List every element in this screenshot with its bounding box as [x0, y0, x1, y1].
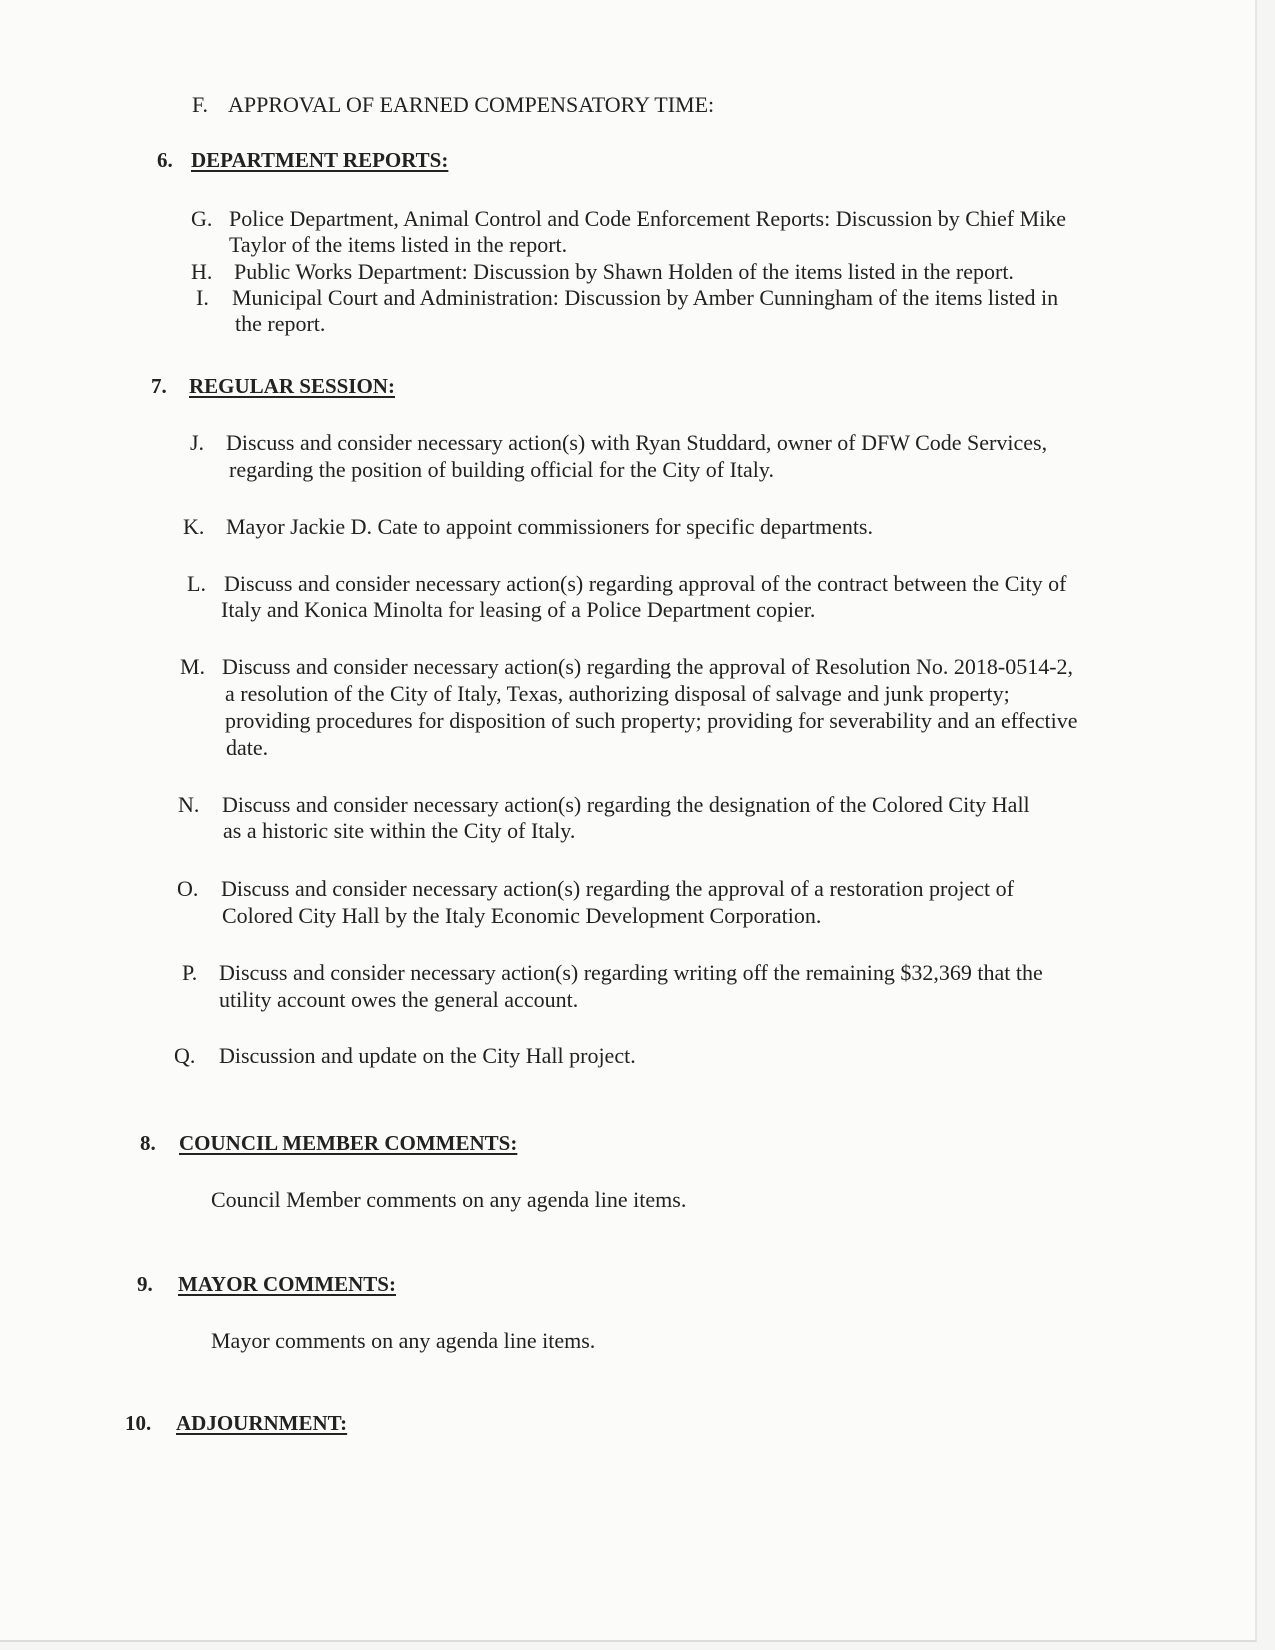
item-l-letter: L. — [187, 571, 206, 596]
item-l-line-1: Discuss and consider necessary action(s) regarding approval of the contract between the City of — [224, 571, 1067, 596]
mayor-comments-body: Mayor comments on any agenda line items. — [211, 1328, 596, 1353]
section-6-title: DEPARTMENT REPORTS: — [191, 148, 449, 172]
item-h-line-1: Public Works Department: Discussion by Shawn Holden of the items listed in the report. — [234, 259, 1014, 284]
item-k-line-1: Mayor Jackie D. Cate to appoint commissioners for specific departments. — [226, 514, 873, 539]
item-i-letter: I. — [196, 285, 209, 310]
item-n-line-2: as a historic site within the City of Italy. — [223, 818, 576, 843]
item-p-line-2: utility account owes the general account. — [219, 987, 579, 1012]
item-g-letter: G. — [191, 206, 213, 231]
section-7-number: 7. — [151, 374, 167, 398]
section-9-number: 9. — [137, 1272, 153, 1296]
section-9-title: MAYOR COMMENTS: — [178, 1272, 396, 1296]
item-i-line-1: Municipal Court and Administration: Discussion by Amber Cunningham of the items listed in — [232, 285, 1059, 310]
item-q-letter: Q. — [174, 1043, 196, 1068]
item-o-line-1: Discuss and consider necessary action(s) regarding the approval of a restoration project of — [221, 876, 1014, 901]
section-8-title: COUNCIL MEMBER COMMENTS: — [179, 1131, 518, 1155]
item-j-letter: J. — [190, 430, 205, 455]
item-k-letter: K. — [183, 514, 205, 539]
item-g-line-2: Taylor of the items listed in the report. — [229, 232, 568, 257]
item-j-line-2: regarding the position of building official for the City of Italy. — [229, 457, 774, 482]
item-o-line-2: Colored City Hall by the Italy Economic Development Corporation. — [222, 903, 822, 928]
item-n-letter: N. — [178, 792, 200, 817]
item-m-letter: M. — [180, 654, 206, 679]
item-n-line-1: Discuss and consider necessary action(s) regarding the designation of the Colored City Hall — [222, 792, 1030, 817]
item-m-line-4: date. — [226, 735, 269, 760]
section-8-number: 8. — [140, 1131, 156, 1155]
item-m-line-2: a resolution of the City of Italy, Texas, authorizing disposal of salvage and junk property; — [225, 681, 1010, 706]
council-comments-body: Council Member comments on any agenda line items. — [211, 1187, 687, 1212]
item-o-letter: O. — [177, 876, 199, 901]
section-7-title: REGULAR SESSION: — [189, 374, 395, 398]
section-10-title: ADJOURNMENT: — [176, 1411, 348, 1435]
item-m-line-3: providing procedures for disposition of such property; providing for severability and an effective — [225, 708, 1078, 733]
item-f-text: APPROVAL OF EARNED COMPENSATORY TIME: — [228, 92, 715, 117]
item-q-line-1: Discussion and update on the City Hall project. — [219, 1043, 636, 1068]
item-p-letter: P. — [182, 960, 198, 985]
item-h-letter: H. — [191, 259, 213, 284]
item-l-line-2: Italy and Konica Minolta for leasing of a Police Department copier. — [221, 597, 816, 622]
item-p-line-1: Discuss and consider necessary action(s) regarding writing off the remaining $32,369 that the — [219, 960, 1043, 985]
item-j-line-1: Discuss and consider necessary action(s) with Ryan Studdard, owner of DFW Code Services, — [226, 430, 1048, 455]
section-10-number: 10. — [125, 1411, 152, 1435]
section-6-number: 6. — [157, 148, 173, 172]
item-m-line-1: Discuss and consider necessary action(s) regarding the approval of Resolution No. 2018-0514-2, — [222, 654, 1074, 679]
item-g-line-1: Police Department, Animal Control and Code Enforcement Reports: Discussion by Chief Mike — [229, 206, 1067, 231]
item-i-line-2: the report. — [235, 311, 326, 336]
item-f-letter: F. — [192, 92, 208, 117]
